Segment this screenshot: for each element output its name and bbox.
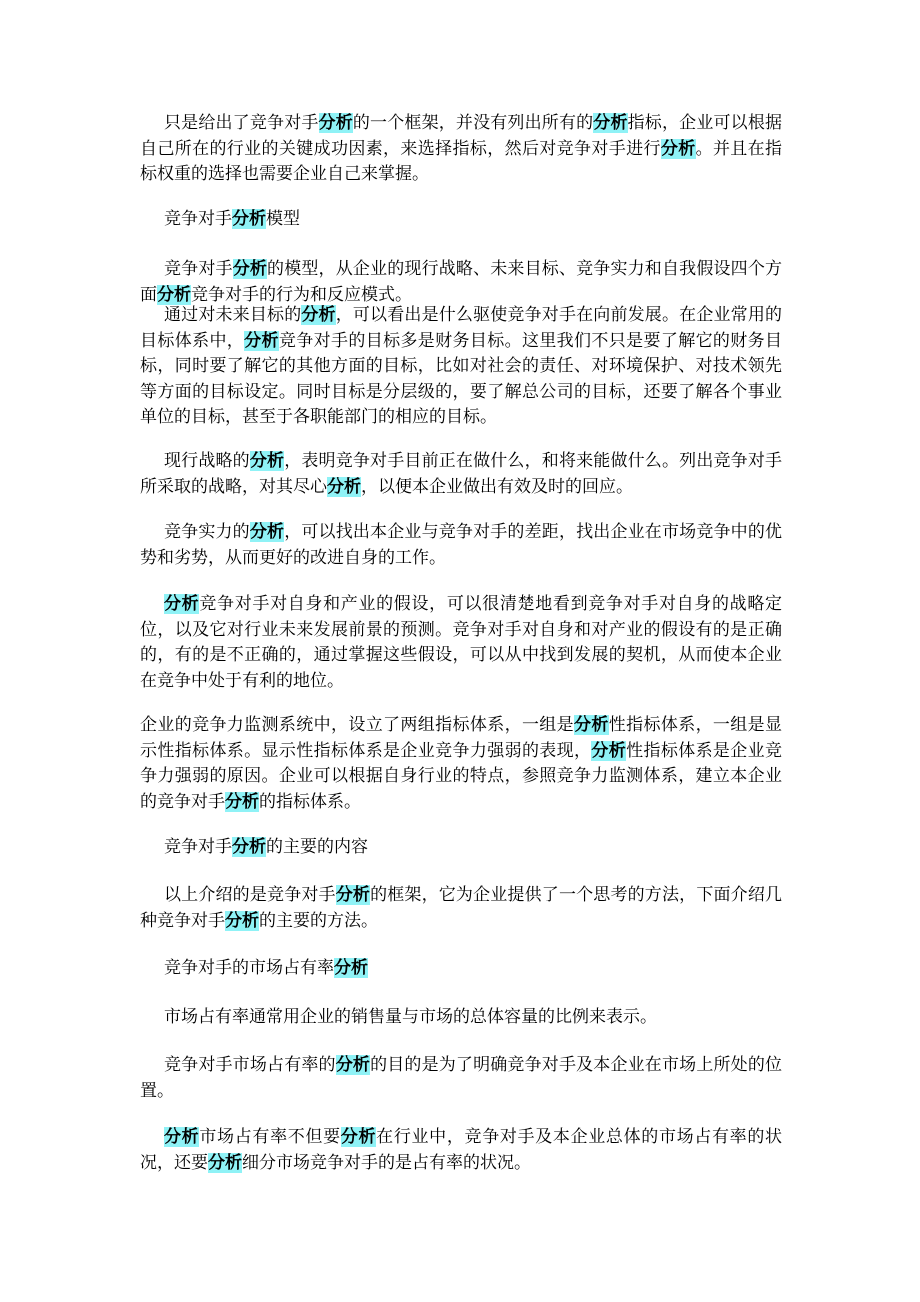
heading-market-share <box>140 956 782 982</box>
text-run: 竞争对手市场占有率的 <box>164 1055 336 1075</box>
highlighted-term: 分析 <box>157 284 191 305</box>
highlighted-term: 分析 <box>164 1127 200 1147</box>
highlighted-term: 分析 <box>593 113 628 133</box>
highlighted-term: 分析 <box>660 138 696 159</box>
text-run: ，可以看出是什么驱使竞争对手在向前发展。在企业常用的目标体系中， <box>140 305 783 351</box>
text-run: 竞争对手 <box>164 209 232 229</box>
paragraph-1 <box>140 111 782 188</box>
highlighted-term: 分析 <box>301 305 336 325</box>
text-run: 在行业中，竞争对手及本企业总体的市场占有率的状况，还要 <box>140 1127 783 1173</box>
highlighted-term: 分析 <box>574 715 609 735</box>
paragraph-competitive-strength <box>140 520 782 571</box>
highlighted-term: 分析 <box>164 594 200 614</box>
highlighted-term: 分析 <box>232 837 266 857</box>
highlighted-term: 分析 <box>232 209 266 229</box>
text-run: 的一个框架，并没有列出所有的 <box>352 113 594 133</box>
text-run: 指标，企业可以根据自己所在的行业的关键成功因素，来选择指标，然后对竞争对手进行 <box>140 113 783 159</box>
text-run: 竞争实力的 <box>164 522 250 542</box>
text-run: 通过对未来目标的 <box>164 305 302 325</box>
text-run: 的主要的内容 <box>266 837 368 857</box>
highlighted-term: 分析 <box>327 476 361 497</box>
highlighted-term: 分析 <box>334 958 368 978</box>
text-run: 市场占有率不但要 <box>199 1127 341 1147</box>
text-run: 竞争对手的目标多是财务目标。这里我们不只是要了解它的财务目标，同时要了解它的其他方面的目标，比如对社会的责任、对环境保护、对技术领先等方面的目标设定。同时目标是分层级的，要了解总公司的目标，还要了解各个事业单位的目标，甚至于各职能部门的相应的目标。 <box>140 330 783 427</box>
paragraph-assumptions <box>140 592 782 694</box>
heading-competitor-analysis-model <box>140 207 782 233</box>
paragraph-methods-intro <box>140 883 782 934</box>
text-run: 的框架，它为企业提供了一个思考的方法，下面介绍几种竞争对手 <box>140 885 783 931</box>
paragraph-current-strategy <box>140 449 782 500</box>
text-run: 以上介绍的是竞争对手 <box>164 885 336 905</box>
heading-main-content <box>140 835 782 861</box>
text-run: 竞争对手 <box>164 259 233 279</box>
highlighted-term: 分析 <box>591 740 627 761</box>
paragraph-future-goals <box>140 303 782 431</box>
text-run: 只是给出了竞争对手 <box>164 113 319 133</box>
paragraph-monitoring-system <box>140 713 782 815</box>
text-run: 细分市场竞争对手的是占有率的状况。 <box>242 1152 531 1173</box>
text-run: 竞争对手的市场占有率 <box>164 958 334 978</box>
paragraph-market-share-purpose <box>140 1053 782 1104</box>
text-run: ，可以找出本企业与竞争对手的差距，找出企业在市场竞争中的优势和劣势，从而更好的改进自身的工作。 <box>140 522 783 568</box>
text-run: 的目的是为了明确竞争对手及本企业在市场上所处的位置。 <box>140 1055 783 1101</box>
text-run: 的主要的方法。 <box>259 910 378 931</box>
text-run: ，表明竞争对手目前正在做什么，和将来能做什么。列出竞争对手所采取的战略，对其尽心 <box>140 451 783 497</box>
text-run: 企业的竞争力监测系统中，设立了两组指标体系，一组是 <box>140 715 575 735</box>
text-run: 。并且在指标权重的选择也需要企业自己来掌握。 <box>140 138 783 184</box>
paragraph-model <box>140 257 782 308</box>
highlighted-term: 分析 <box>244 330 279 351</box>
text-run: 性指标体系是企业竞争力强弱的原因。企业可以根据自身行业的特点，参照竞争力监测体系，建立本企业的竞争对手 <box>140 740 783 812</box>
text-run: 竞争对手 <box>164 837 232 857</box>
highlighted-term: 分析 <box>340 1127 377 1147</box>
paragraph-market-share-definition <box>140 1005 782 1031</box>
highlighted-term: 分析 <box>208 1152 242 1173</box>
highlighted-term: 分析 <box>249 451 285 471</box>
text-run: 的指标体系。 <box>259 791 361 812</box>
text-run: 现行战略的 <box>164 451 250 471</box>
text-run: 市场占有率通常用企业的销售量与市场的总体容量的比例来表示。 <box>164 1007 657 1027</box>
text-run: 竞争对手对自身和产业的假设，可以很清楚地看到竞争对手对自身的战略定位，以及它对行业未来发展前景的预测。竞争对手对自身和对产业的假设有的是正确的，有的是不正确的，通过掌握这些假设，可以从中找到发展的契机，从而使本企业在竞争中处于有利的地位。 <box>140 594 783 691</box>
paragraph-market-share-scope <box>140 1125 782 1176</box>
highlighted-term: 分析 <box>318 113 353 133</box>
highlighted-term: 分析 <box>225 910 259 931</box>
highlighted-term: 分析 <box>335 885 371 905</box>
highlighted-term: 分析 <box>249 522 285 542</box>
text-run: 性指标体系，一组是显示性指标体系。显示性指标体系是企业竞争力强弱的表现， <box>140 715 783 761</box>
highlighted-term: 分析 <box>232 259 268 279</box>
highlighted-term: 分析 <box>225 791 259 812</box>
text-run: 模型 <box>266 209 300 229</box>
highlighted-term: 分析 <box>335 1055 371 1075</box>
text-run: 竞争对手的行为和反应模式。 <box>191 284 412 305</box>
text-run: 的模型，从企业的现行战略、未来目标、竞争实力和自我假设四个方面 <box>140 259 783 305</box>
text-run: ，以便本企业做出有效及时的回应。 <box>361 476 633 497</box>
